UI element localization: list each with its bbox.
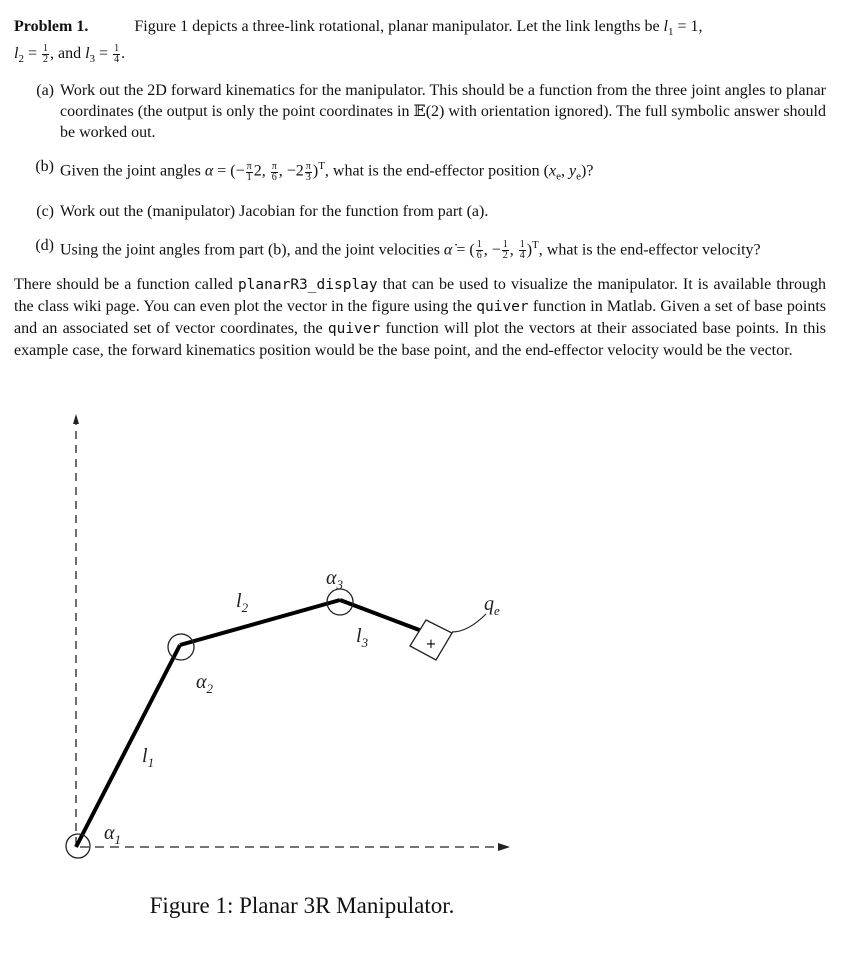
angle1-fraction: $\frac{\pi}{1}$ — [246, 160, 252, 183]
problem-text — [14, 16, 826, 361]
label-l1: $l_1$ — [142, 745, 155, 770]
and-text: , and — [49, 45, 86, 63]
x-axis-arrow — [498, 843, 510, 851]
l2-sub: 2 — [18, 53, 24, 66]
l3-eq: = — [95, 45, 113, 63]
code-quiver: quiver — [476, 299, 529, 316]
angle2-fraction: $\frac{\pi}{6}$ — [271, 160, 277, 183]
link-2 — [180, 600, 340, 645]
l3-symbol: l — [85, 45, 90, 63]
question-a: (a) Work out the 2D forward kinematics for the manipulator. This should be a function from the three joint angles to planar coordinates (the output is only the point coordinates in 𝔼(2) with orientation ignored). The full symbolic answer should be worked out. — [36, 82, 826, 142]
label-qe: $q_e$ — [484, 593, 500, 618]
l2-fraction: $\frac{1}{2}$ — [42, 43, 48, 66]
end-effector-plus: + — [425, 637, 437, 652]
question-d: (d) Using the joint angles from part (b), and the joint velocities α̇ = ( $\frac{1}{6}$ , − $\frac{1}{2}$ , $\frac{1}{4}$ )$^T$, what is the end-effector velocity? — [35, 236, 761, 262]
question-list — [14, 80, 826, 261]
problem-intro: Figure 1 depicts a three-link rotational, planar manipulator. Let the link lengths be — [134, 18, 664, 35]
label-l2: $l_2$ — [236, 590, 249, 615]
label-alpha1: $\alpha_1$ — [104, 822, 121, 847]
problem-label: Problem 1. — [14, 18, 89, 35]
label-l3: $l_3$ — [356, 625, 369, 650]
qe-pointer — [452, 614, 486, 632]
l1-value: = 1, — [673, 18, 703, 35]
code-planarR3-display: planarR3_display — [237, 277, 378, 294]
l1-symbol: l — [663, 18, 668, 35]
vel1-fraction: $\frac{1}{6}$ — [476, 239, 482, 262]
y-axis-arrow — [73, 414, 79, 424]
label-alpha2: $\alpha_2$ — [196, 671, 213, 696]
code-quiver-2: quiver — [327, 321, 381, 338]
figure-caption: Figure 1: Planar 3R Manipulator. — [149, 893, 455, 918]
question-c: (c) Work out the (manipulator) Jacobian for the function from part (a). — [36, 202, 489, 220]
l2-eq: = — [23, 45, 41, 63]
label-alpha3: $\alpha_3$ — [326, 567, 343, 592]
instructions-paragraph: There should be a function called planarR3_display that can be used to visualize the manipulator. It is available through the class wiki page. You can even plot the vector in the figure using the quiver function in Matlab. Given a set of base points and an associated set of vector coordinates, the quiver function will plot the vectors at their associated base points. In this example case, the forward kinematics position would be the base point, and the end-effector velocity would be the vector. — [14, 276, 827, 360]
angle3-fraction: $\frac{\pi}{3}$ — [305, 160, 311, 183]
vel2-fraction: $\frac{1}{2}$ — [502, 239, 508, 262]
question-b: (b) Given the joint angles α = (− $\frac{\pi}{1}$ 2, $\frac{\pi}{6}$ , −2 $\frac{\pi}{3}$ )$^T$, what is the end-effector position ($x_e$, $y_e$)? — [35, 158, 594, 183]
l3-fraction: $\frac{1}{4}$ — [114, 43, 120, 66]
l1-sub: 1 — [668, 26, 674, 39]
l3-sub: 3 — [89, 53, 96, 66]
l2-symbol: l — [14, 45, 19, 63]
problem-statement: Problem 1. Figure 1 depicts a three-link rotational, planar manipulator. Let the link lengths be $l_1 = 1$, $l_2$ = $\frac{1}{2}$ , and $l_3$ = $\frac{1}{4}$ . — [14, 18, 703, 66]
link-1 — [76, 645, 180, 847]
vel3-fraction: $\frac{1}{4}$ — [519, 239, 525, 262]
manipulator-diagram — [0, 380, 604, 880]
